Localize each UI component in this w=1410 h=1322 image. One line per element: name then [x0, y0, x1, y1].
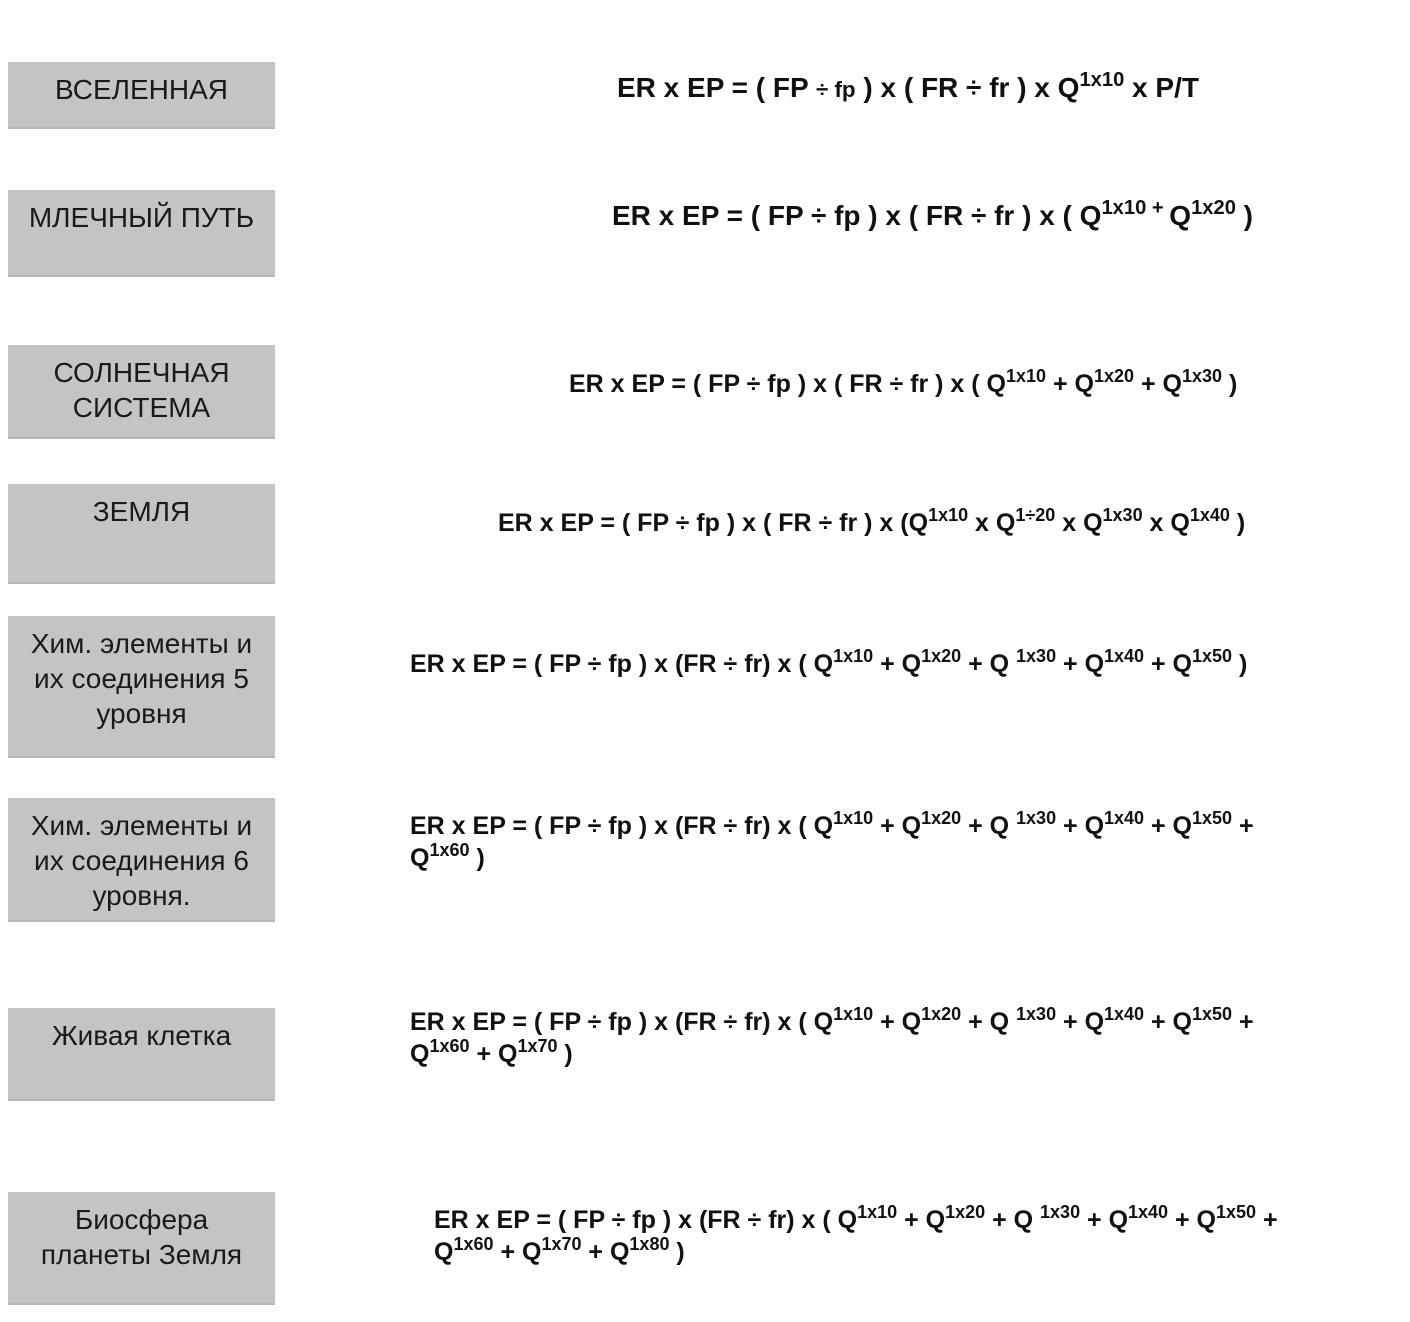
label-biosphere: Биосфера планеты Земля: [40, 1204, 243, 1270]
formula-biosphere: ER x EP = ( FP ÷ fp ) x (FR ÷ fr) x ( $Q^{1x10} + Q^{1x20} + Q$ $^{1x30} + Q^{1x40} + Q^{1x50}$ + $Q^{1x60} + Q^{1x70} + Q^{1x80}$ ): [434, 1202, 1278, 1266]
label-box-solar-system: [8, 345, 275, 439]
formula-universe: ER x EP = ( FP ÷ fp ) x ( FR ÷ fr ) x $Q^{1x10}$ x P/T: [617, 68, 1199, 103]
label-solar-system: СОЛНЕЧНАЯ СИСТЕМА: [53, 357, 230, 423]
label-universe: ВСЕЛЕННАЯ: [54, 74, 229, 105]
label-box-universe: [8, 62, 275, 129]
label-box-milky-way: [8, 190, 275, 277]
formula-earth: ER x EP = ( FP ÷ fp ) x ( FR ÷ fr ) x ($Q^{1x10}$ x $Q^{1\div 20}$ x $Q^{1x30}$ x $Q^{1x40}$ ): [498, 505, 1246, 537]
formula-solar-system: ER x EP = ( FP ÷ fp ) x ( FR ÷ fr ) x ( $Q^{1x10} + Q^{1x20} + Q^{1x30}$ ): [569, 366, 1238, 398]
formula-chem-level-6: ER x EP = ( FP ÷ fp ) x (FR ÷ fr) x ( $Q^{1x10} + Q^{1x20} + Q$ $^{1x30} + Q^{1x40} + Q^{1x50}$ + $Q^{1x60}$ ): [410, 808, 1254, 872]
label-box-chem-level-5: [8, 616, 275, 758]
label-box-biosphere: [8, 1192, 275, 1305]
label-box-earth: [8, 484, 275, 584]
label-milky-way: МЛЕЧНЫЙ ПУТЬ: [28, 202, 255, 233]
label-living-cell: Живая клетка: [51, 1020, 232, 1051]
formula-milky-way: ER x EP = ( FP ÷ fp ) x ( FR ÷ fr ) x ( $Q^{1x10}$ + $Q^{1x20}$ ): [612, 196, 1254, 231]
label-chem-level-6: Хим. элементы и их соединения 6 уровня.: [30, 810, 253, 911]
formula-chem-level-5: ER x EP = ( FP ÷ fp ) x (FR ÷ fr) x ( $Q^{1x10} + Q^{1x20} + Q$ $^{1x30} + Q^{1x40} + Q^{1x50}$ ): [410, 646, 1248, 678]
label-box-living-cell: [8, 1008, 275, 1101]
label-box-chem-level-6: [8, 798, 275, 922]
label-chem-level-5: Хим. элементы и их соединения 5 уровня: [30, 628, 253, 729]
label-earth: ЗЕМЛЯ: [92, 496, 191, 527]
formula-living-cell: ER x EP = ( FP ÷ fp ) x (FR ÷ fr) x ( $Q^{1x10} + Q^{1x20} + Q$ $^{1x30} + Q^{1x40} + Q^{1x50}$ + $Q^{1x60} + Q^{1x70}$ ): [410, 1004, 1254, 1068]
